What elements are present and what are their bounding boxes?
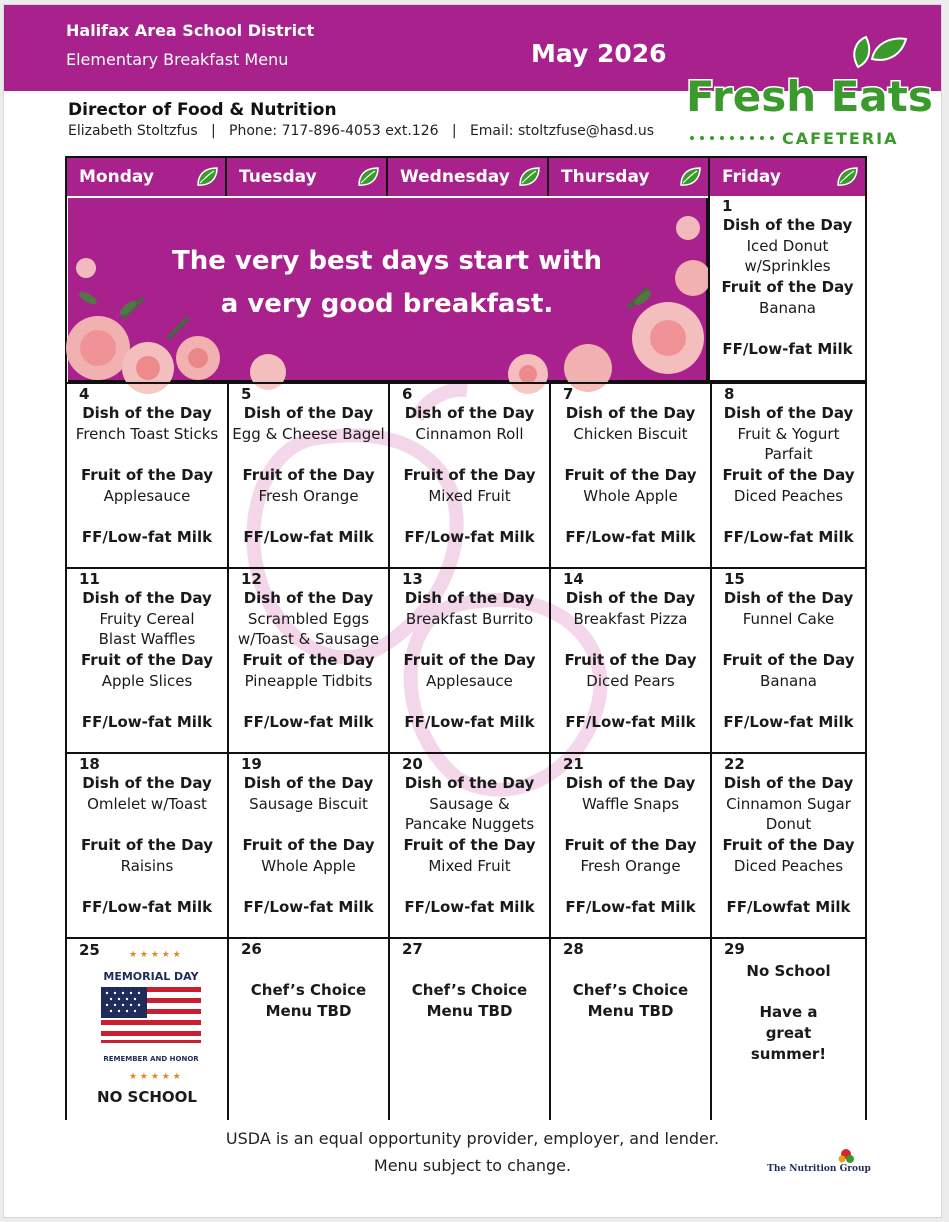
day-cell-21 (549, 752, 712, 939)
menu-tbd-label: Menu TBD (587, 1002, 674, 1020)
fruit-label: Fruit of the Day (564, 836, 697, 855)
nutrition-group-logo (767, 1145, 871, 1185)
milk-item: FF/Low-fat Milk (565, 528, 696, 547)
day-cell-29 (710, 937, 865, 1120)
dish-item: Chicken Biscuit (573, 424, 688, 443)
day-cell-22 (710, 752, 865, 939)
dish-label: Dish of the Day (243, 589, 374, 607)
day-number: 5 (241, 385, 252, 403)
day-cell-27 (388, 937, 551, 1120)
dish-item: Breakfast Burrito (405, 609, 534, 628)
fruit-label: Fruit of the Day (722, 836, 855, 855)
svg-text:CAFETERIA: CAFETERIA (782, 129, 899, 148)
day-cell-28 (549, 937, 712, 1120)
dish-item: Fruity Cereal Blast Waffles (98, 609, 196, 649)
weekday-header-wednesday: Wednesday (388, 158, 549, 196)
dish-label: Dish of the Day (723, 774, 854, 792)
dish-label: Dish of the Day (565, 774, 696, 792)
menu-tbd-label: Menu TBD (265, 1002, 352, 1020)
day-cell-6 (388, 382, 551, 569)
fruit-label: Fruit of the Day (242, 836, 375, 855)
dish-label: Dish of the Day (404, 774, 535, 792)
day-number: 19 (241, 755, 262, 773)
dish-item: Omlelet w/Toast (87, 794, 207, 813)
day-cell-8 (710, 382, 865, 569)
contact-line: Elizabeth Stoltzfus | Phone: 717-896-4053 ext.126 | Email: stoltzfuse@hasd.us (68, 123, 654, 139)
day-number: 27 (402, 940, 423, 958)
milk-item: FF/Low-fat Milk (565, 898, 696, 917)
milk-item: FF/Low-fat Milk (723, 713, 854, 732)
dish-item: Waffle Snaps (581, 794, 680, 813)
usda-statement: USDA is an equal opportunity provider, employer, and lender. (225, 1129, 720, 1148)
menu-month: May 2026 (531, 39, 667, 68)
day-number: 14 (563, 570, 584, 588)
day-number: 26 (241, 940, 262, 958)
svg-text:★ ★ ★ ★ ★: ★ ★ ★ ★ ★ (129, 1072, 181, 1082)
director-title: Director of Food & Nutrition (68, 100, 337, 120)
fruit-label: Fruit of the Day (80, 466, 214, 485)
fruit-item: Banana (760, 671, 817, 690)
dish-label: Dish of the Day (404, 404, 535, 422)
milk-item: FF/Low-fat Milk (404, 898, 535, 917)
milk-item: FF/Low-fat Milk (404, 713, 535, 732)
svg-text:REMEMBER AND HONOR: REMEMBER AND HONOR (103, 1055, 199, 1063)
quote-text (108, 240, 666, 326)
day-number: 25 (79, 941, 100, 959)
dish-label: Dish of the Day (82, 589, 212, 607)
milk-item: FF/Low-fat Milk (722, 340, 853, 359)
day-number: 15 (724, 570, 745, 588)
dish-item: Fruit & Yogurt Parfait (737, 424, 840, 464)
milk-item: FF/Lowfat Milk (726, 898, 851, 917)
fruit-item: Mixed Fruit (428, 856, 511, 875)
dish-label: Dish of the Day (722, 216, 853, 234)
menu-disclaimer: Menu subject to change. (373, 1156, 572, 1175)
breakfast-quote-banner (68, 198, 708, 382)
fruit-label: Fruit of the Day (564, 651, 697, 670)
day-cell-15 (710, 567, 865, 754)
dish-item: Breakfast Pizza (573, 609, 688, 628)
dish-label: Dish of the Day (243, 404, 374, 422)
fruit-item: Mixed Fruit (428, 486, 511, 505)
milk-item: FF/Low-fat Milk (723, 528, 854, 547)
fruit-item: Pineapple Tidbits (244, 671, 373, 690)
fruit-item: Diced Peaches (733, 856, 844, 875)
day-cell-4 (67, 382, 229, 569)
dish-label: Dish of the Day (243, 774, 374, 792)
day-number: 21 (563, 755, 584, 773)
fruit-label: Fruit of the Day (80, 836, 214, 855)
day-cell-11 (67, 567, 229, 754)
leaf-icon (356, 166, 380, 188)
dish-item: French Toast Sticks (75, 424, 219, 443)
fruit-label: Fruit of the Day (242, 466, 375, 485)
no-school-note: NO SCHOOL (97, 1088, 197, 1106)
leaf-icon (678, 166, 702, 188)
day-number: 11 (79, 570, 100, 588)
dish-label: Dish of the Day (723, 589, 854, 607)
weekday-header-thursday: Thursday (549, 158, 710, 196)
dish-item: Cinnamon Roll (415, 424, 524, 443)
fruit-item: Diced Pears (586, 671, 675, 690)
dish-label: Dish of the Day (82, 404, 212, 422)
dish-item: Scrambled Eggs w/Toast & Sausage (237, 609, 380, 649)
day-cell-25 (67, 937, 229, 1120)
day-number: 12 (241, 570, 262, 588)
day-cell-19 (227, 752, 390, 939)
day-number: 28 (563, 940, 584, 958)
day-cell-14 (549, 567, 712, 754)
day-cell-13 (388, 567, 551, 754)
fruit-label: Fruit of the Day (722, 466, 855, 485)
fruit-label: Fruit of the Day (722, 651, 855, 670)
day-number: 22 (724, 755, 745, 773)
day-number: 7 (563, 385, 574, 403)
milk-item: FF/Low-fat Milk (243, 713, 374, 732)
quote-line-1: The very best days start with (172, 246, 602, 276)
svg-text:MEMORIAL DAY: MEMORIAL DAY (103, 970, 199, 983)
milk-item: FF/Low-fat Milk (404, 528, 535, 547)
fruit-item: Applesauce (103, 486, 191, 505)
fruit-label: Fruit of the Day (564, 466, 697, 485)
leaf-icon (195, 166, 219, 188)
milk-item: FF/Low-fat Milk (243, 898, 374, 917)
svg-text:The Nutrition Group: The Nutrition Group (767, 1164, 871, 1174)
memorial-day-badge (99, 947, 203, 1081)
milk-item: FF/Low-fat Milk (565, 713, 696, 732)
milk-item: FF/Low-fat Milk (81, 898, 213, 917)
district-name: Halifax Area School District (66, 21, 315, 40)
day-cell-20 (388, 752, 551, 939)
weekday-header-friday: Friday (710, 158, 865, 196)
fruit-label: Fruit of the Day (403, 466, 536, 485)
fruit-item: Banana (759, 298, 816, 317)
leaf-icon (517, 166, 541, 188)
day-cell-7 (549, 382, 712, 569)
day-number: 1 (722, 197, 733, 215)
fruit-item: Whole Apple (261, 856, 356, 875)
dish-item: Sausage Biscuit (249, 794, 368, 813)
no-school-label: No School (746, 962, 831, 980)
dish-label: Dish of the Day (565, 404, 696, 422)
fruit-label: Fruit of the Day (403, 651, 536, 670)
svg-text:Fresh Eats: Fresh Eats (686, 72, 933, 121)
dish-item: Iced Donut w/Sprinkles (744, 236, 831, 276)
dish-label: Dish of the Day (723, 404, 854, 422)
menu-page (3, 4, 942, 1218)
dish-label: Dish of the Day (565, 589, 696, 607)
dish-label: Dish of the Day (82, 774, 212, 792)
chefs-choice-label: Chef’s Choice (250, 981, 367, 999)
fruit-item: Raisins (120, 856, 174, 875)
menu-tbd-label: Menu TBD (426, 1002, 513, 1020)
day-cell-18 (67, 752, 229, 939)
day-cell-5 (227, 382, 390, 569)
chefs-choice-label: Chef’s Choice (411, 981, 528, 999)
fruit-item: Whole Apple (583, 486, 678, 505)
fruit-item: Diced Peaches (733, 486, 844, 505)
weekday-header-tuesday: Tuesday (227, 158, 388, 196)
fruit-item: Fresh Orange (258, 486, 359, 505)
dish-item: Funnel Cake (742, 609, 835, 628)
day-number: 13 (402, 570, 423, 588)
day-cell-26 (227, 937, 390, 1120)
day-number: 29 (724, 940, 745, 958)
fruit-label: Fruit of the Day (80, 651, 214, 670)
day-number: 8 (724, 385, 735, 403)
quote-line-2: a very good breakfast. (220, 289, 554, 319)
milk-item: FF/Low-fat Milk (243, 528, 374, 547)
dish-item: Cinnamon Sugar Donut (726, 794, 851, 834)
menu-name: Elementary Breakfast Menu (66, 50, 289, 69)
day-cell-1 (708, 196, 865, 382)
chefs-choice-label: Chef’s Choice (572, 981, 689, 999)
milk-item: FF/Low-fat Milk (81, 528, 213, 547)
dish-label: Dish of the Day (404, 589, 535, 607)
milk-item: FF/Low-fat Milk (81, 713, 213, 732)
fruit-item: Applesauce (426, 671, 513, 690)
summer-message: Have a great summer! (750, 1003, 827, 1063)
fruit-label: Fruit of the Day (403, 836, 536, 855)
day-number: 6 (402, 385, 413, 403)
fruit-item: Fresh Orange (580, 856, 681, 875)
day-number: 4 (79, 385, 90, 403)
dish-item: Sausage & Pancake Nuggets (404, 794, 535, 834)
fruit-label: Fruit of the Day (242, 651, 375, 670)
fruit-item: Apple Slices (101, 671, 193, 690)
fresh-eats-logo (680, 37, 933, 149)
leaf-icon (835, 166, 859, 188)
weekday-header-monday: Monday (67, 158, 227, 196)
dish-item: Egg & Cheese Bagel (232, 424, 385, 443)
day-cell-12 (227, 567, 390, 754)
day-number: 18 (79, 755, 100, 773)
svg-text:★ ★ ★ ★ ★: ★ ★ ★ ★ ★ (129, 950, 181, 960)
fruit-label: Fruit of the Day (721, 278, 854, 297)
menu-calendar (65, 156, 867, 1120)
day-number: 20 (402, 755, 423, 773)
